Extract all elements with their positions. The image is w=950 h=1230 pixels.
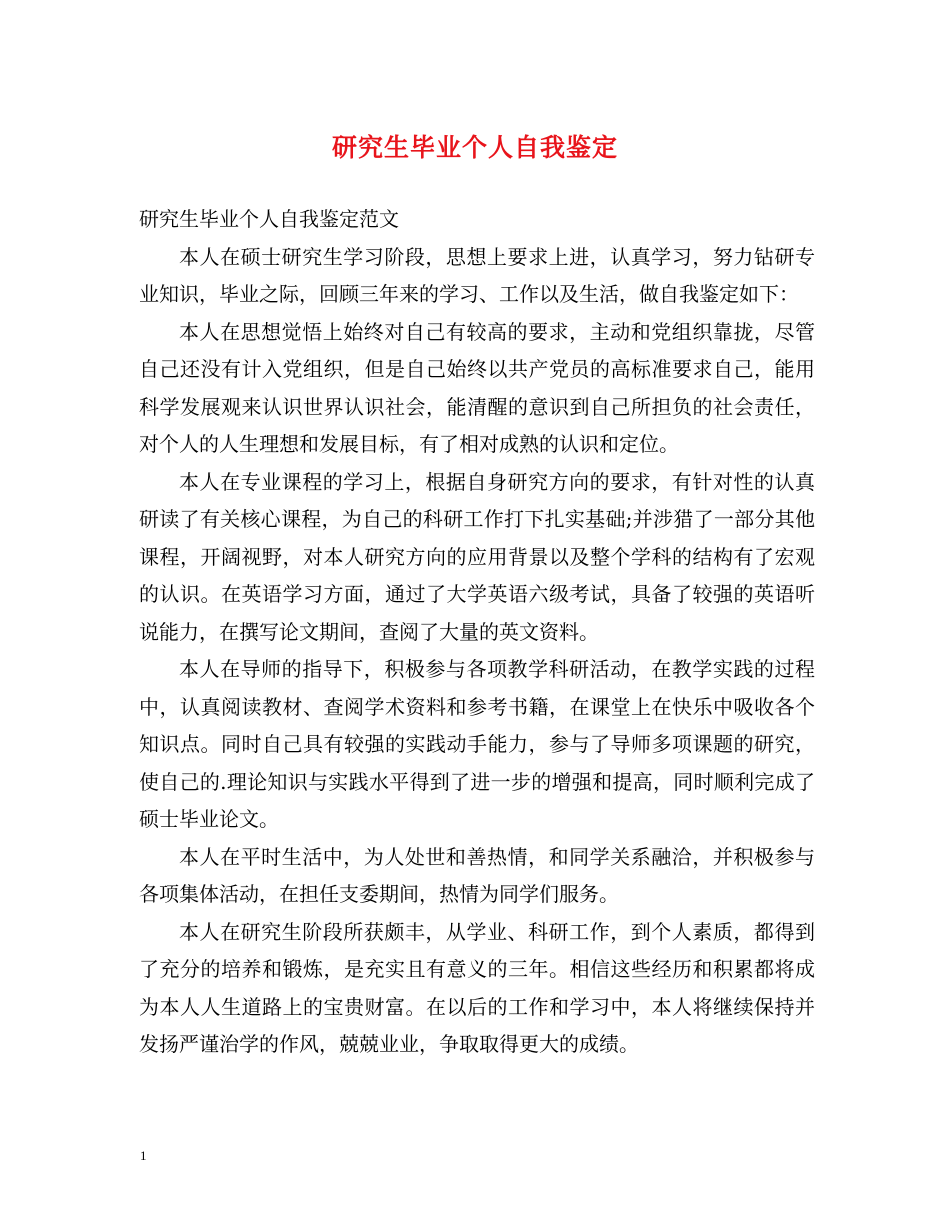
paragraph-ideology: 本人在思想觉悟上始终对自己有较高的要求，主动和党组织靠拢，尽管自己还没有计入党组织，但是自己始终以共产党员的高标准要求自己，能用科学发展观来认识世界认识社会，能清醒的意识到自己所担负的社会责任，对个人的人生理想和发展目标，有了相对成熟的认识和定位。: [139, 319, 815, 456]
document-title: 研究生毕业个人自我鉴定: [331, 133, 618, 162]
document-subtitle: 研究生毕业个人自我鉴定范文: [139, 207, 399, 231]
page-number: 1: [140, 1148, 147, 1163]
paragraph-intro: 本人在硕士研究生学习阶段，思想上要求上进，认真学习，努力钻研专业知识，毕业之际，回顾三年来的学习、工作以及生活，做自我鉴定如下：: [139, 244, 815, 306]
paragraph-conclusion: 本人在研究生阶段所获颇丰，从学业、科研工作，到个人素质，都得到了充分的培养和锻炼，是充实且有意义的三年。相信这些经历和积累都将成为本人人生道路上的宝贵财富。在以后的工作和学习中，本人将继续保持并发扬严谨治学的作风，兢兢业业，争取取得更大的成绩。: [139, 919, 815, 1056]
paragraph-coursework: 本人在专业课程的学习上，根据自身研究方向的要求，有针对性的认真研读了有关核心课程，为自己的科研工作打下扎实基础;并涉猎了一部分其他课程，开阔视野，对本人研究方向的应用背景以及整个学科的结构有了宏观的认识。在英语学习方面，通过了大学英语六级考试，具备了较强的英语听说能力，在撰写论文期间，查阅了大量的英文资料。: [139, 469, 815, 644]
document-body: [139, 201, 815, 1064]
paragraph-daily-life: 本人在平时生活中，为人处世和善热情，和同学关系融洽，并积极参与各项集体活动，在担任支委期间，热情为同学们服务。: [139, 844, 815, 906]
paragraph-research: 本人在导师的指导下，积极参与各项教学科研活动，在教学实践的过程中，认真阅读教材、查阅学术资料和参考书籍，在课堂上在快乐中吸收各个知识点。同时自己具有较强的实践动手能力，参与了导师多项课题的研究，使自己的.理论知识与实践水平得到了进一步的增强和提高，同时顺利完成了硕士毕业论文。: [139, 657, 815, 831]
